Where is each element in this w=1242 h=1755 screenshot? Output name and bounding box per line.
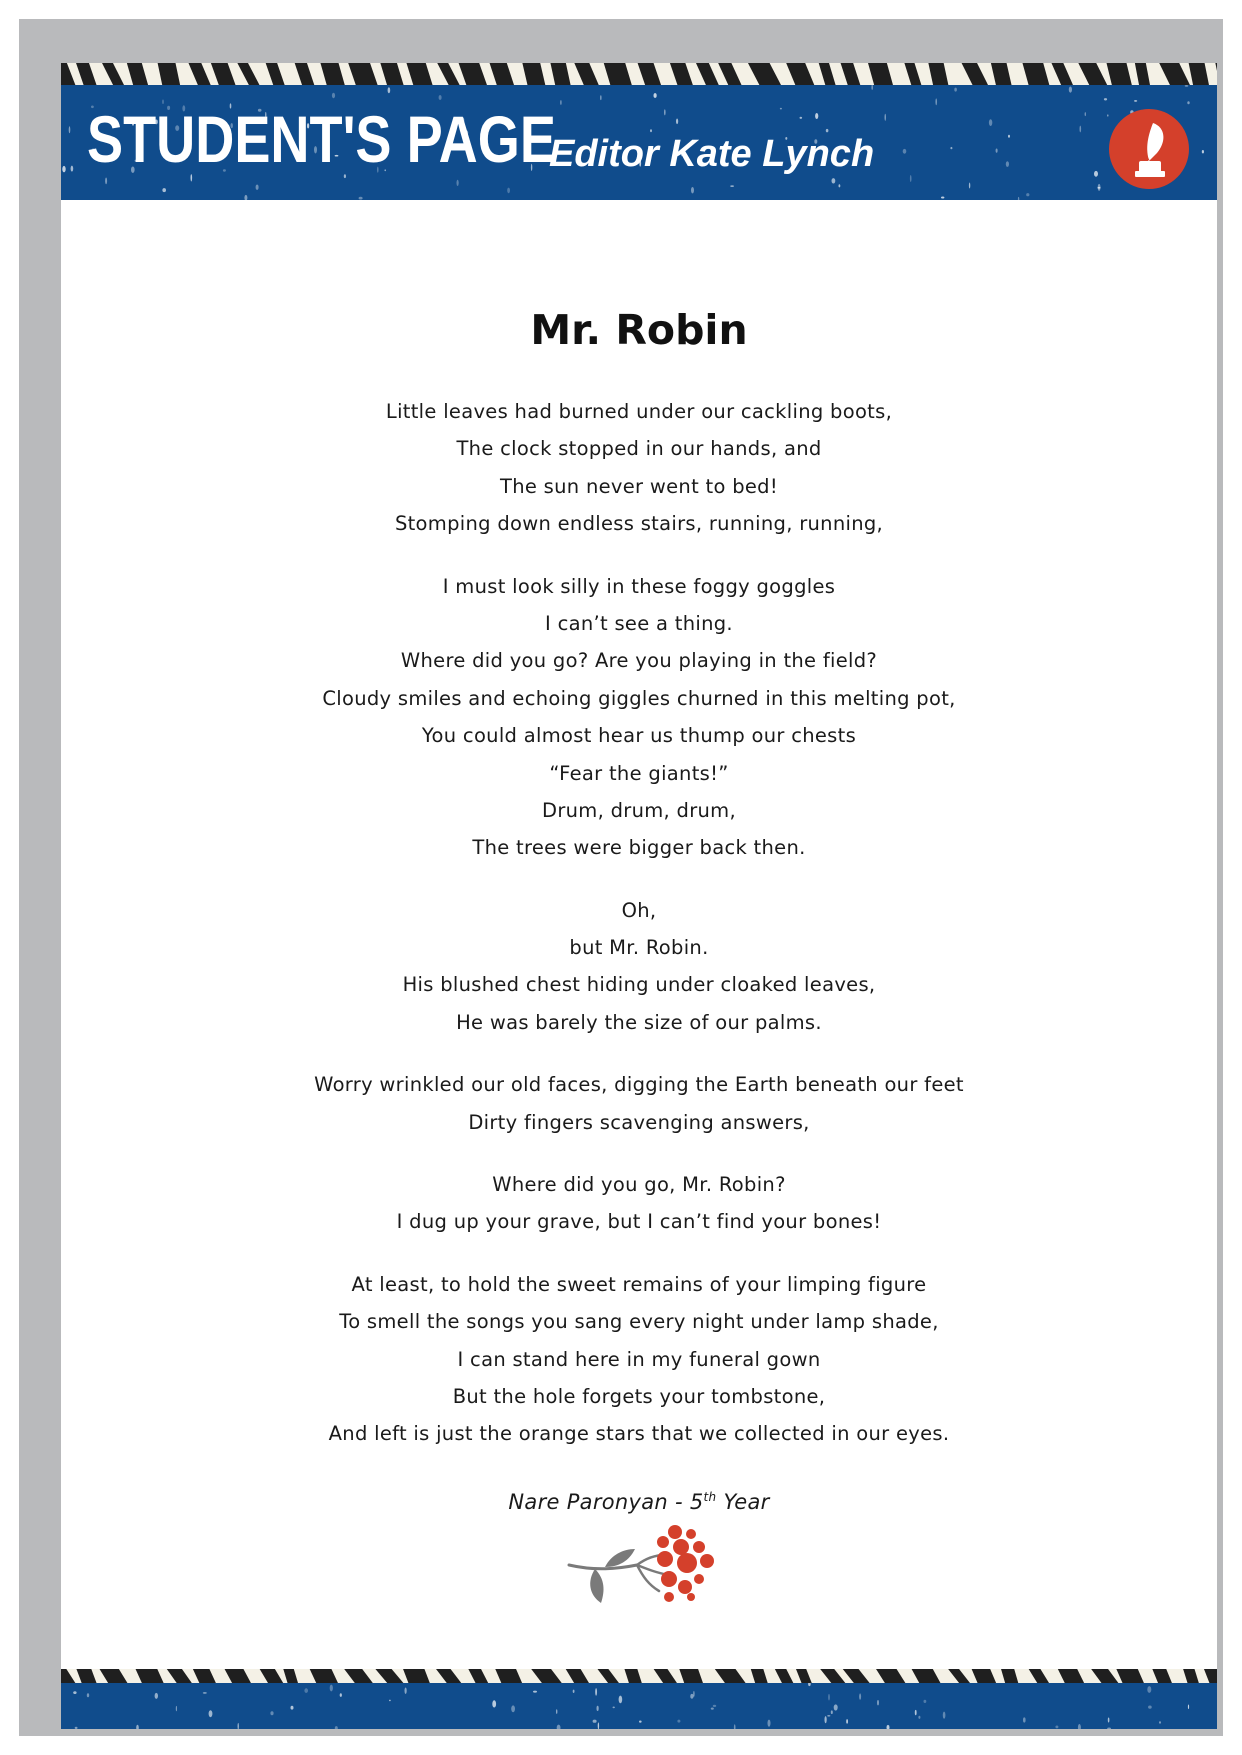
poem-line: Stomping down endless stairs, running, running, [394, 512, 884, 536]
poem-line: He was barely the size of our palms. [456, 1010, 822, 1034]
poem-line: Where did you go, Mr. Robin? [492, 1173, 786, 1197]
poem-line: I can’t see a thing. [545, 611, 733, 635]
zebra-stripe-top [61, 63, 1217, 85]
page-frame [19, 19, 1223, 1736]
header-banner [61, 85, 1217, 200]
poem-line: Little leaves had burned under our cackling boots, [385, 400, 893, 423]
header-title: STUDENT'S PAGE [87, 102, 556, 176]
berry-branch-icon [565, 1525, 725, 1625]
page-content [61, 63, 1217, 1729]
poem-line: His blushed chest hiding under cloaked leaves, [402, 973, 876, 997]
poem-line: The sun never went to bed! [500, 474, 778, 498]
poem-stanza [61, 1066, 1217, 1141]
poem-line: Where did you go? Are you playing in the field? [400, 649, 878, 673]
poem-line: I can stand here in my funeral gown [457, 1347, 821, 1371]
poem-line: To smell the songs you sang every night under lamp shade, [339, 1310, 939, 1334]
poem-line: but Mr. Robin. [569, 936, 709, 960]
poem-line: You could almost hear us thump our chests [421, 724, 857, 748]
poem-line: The clock stopped in our hands, and [456, 437, 822, 461]
author-name: Nare Paronyan - 5 [508, 1490, 704, 1514]
author-credit [61, 1487, 1217, 1517]
poem-stanza [61, 892, 1217, 1042]
poem-title: Mr. Robin [530, 306, 748, 354]
footer-banner [61, 1683, 1217, 1729]
poem-line: Worry wrinkled our old faces, digging the Earth beneath our feet [314, 1073, 964, 1097]
poem-line: At least, to hold the sweet remains of your limping figure [351, 1272, 927, 1296]
editor-credit: Editor Kate Lynch [549, 133, 875, 175]
poem-line: Drum, drum, drum, [542, 798, 736, 822]
author-year-ordinal: th [703, 1490, 717, 1504]
poem-line: But the hole forgets your tombstone, [452, 1384, 826, 1408]
poem-line: I dug up your grave, but I can’t find your bones! [396, 1210, 882, 1234]
poem-stanza [61, 1266, 1217, 1453]
poem-stanza [61, 1166, 1217, 1241]
poem-stanza [61, 393, 1217, 543]
poem-line: Oh, [621, 898, 657, 922]
poem-stanza [61, 568, 1217, 867]
poem-line: “Fear the giants!” [549, 761, 729, 785]
poem-line: I must look silly in these foggy goggles [442, 574, 836, 598]
poem-line: The trees were bigger back then. [472, 836, 806, 860]
poem-body [61, 393, 1217, 1478]
author-year-label: Year [716, 1490, 770, 1514]
quill-ink-icon [1109, 109, 1189, 189]
poem-line: Dirty fingers scavenging answers, [468, 1110, 810, 1134]
poem-line: Cloudy smiles and echoing giggles churned in this melting pot, [322, 686, 956, 710]
poem-line: And left is just the orange stars that we collected in our eyes. [328, 1422, 950, 1446]
